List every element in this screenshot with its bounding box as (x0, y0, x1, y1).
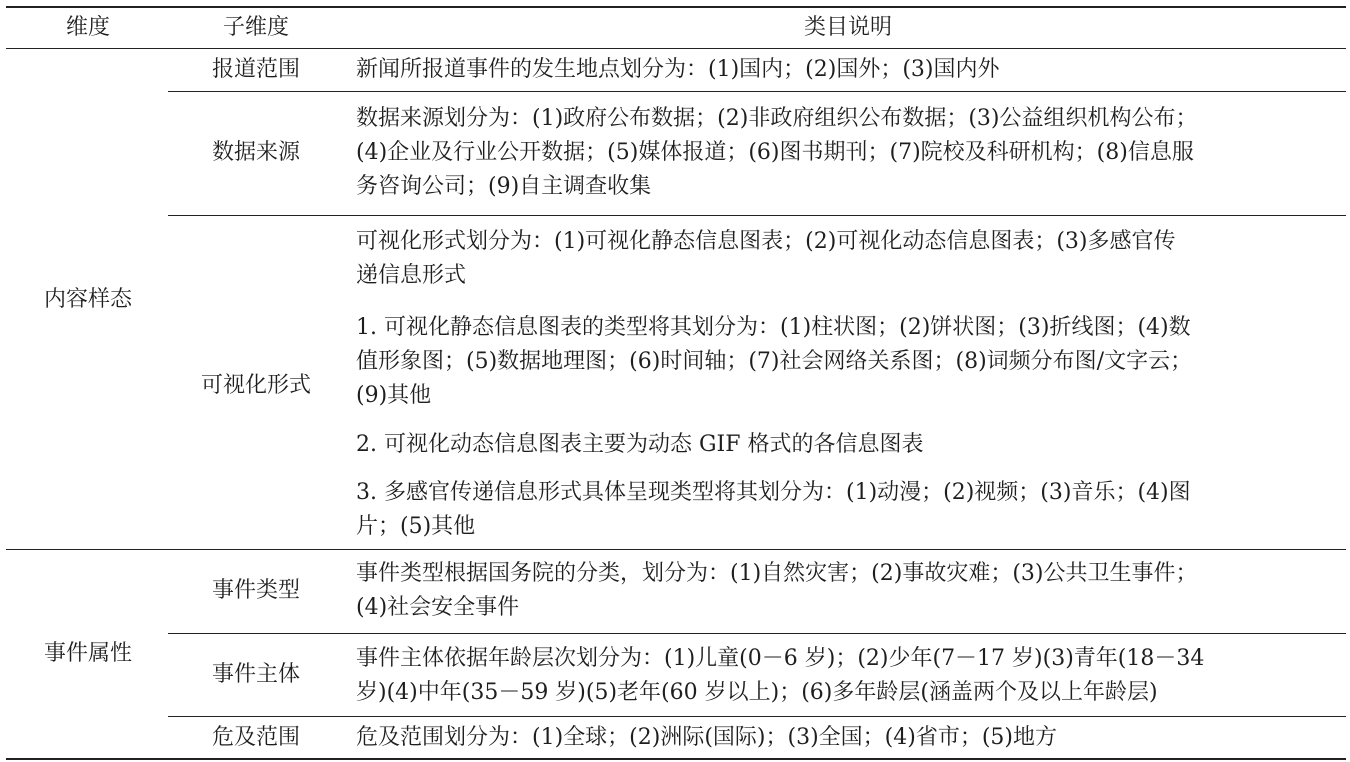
description-line: (4)社会安全事件 (356, 595, 520, 620)
header-subdimension: 子维度 (222, 15, 290, 40)
description-line: (4)企业及行业公开数据；(5)媒体报道；(6)图书期刊；(7)院校及科研机构；(8)信息服 (356, 140, 1194, 165)
description-line: 危及范围划分为：(1)全球；(2)洲际(国际)；(3)全国；(4)省市；(5)地方 (356, 725, 1057, 750)
description-cell (356, 476, 1346, 544)
row-divider (168, 633, 1346, 634)
description-cell (356, 102, 1346, 204)
description-cell (356, 428, 1346, 462)
description-line: 值形象图；(5)数据地理图；(6)时间轴；(7)社会网络关系图；(8)词频分布图/文字云； (356, 349, 1193, 374)
description-line: 3. 多感官传递信息形式具体呈现类型将其划分为：(1)动漫；(2)视频；(3)音乐；(4)图 (356, 480, 1191, 505)
subdimension-label: 事件类型 (211, 578, 301, 603)
description-line: 务咨询公司；(9)自主调查收集 (356, 174, 652, 199)
description-cell (356, 642, 1346, 710)
bottom-rule (6, 758, 1346, 760)
description-line: 岁)(4)中年(35－59 岁)(5)老年(60 岁以上)；(6)多年龄层(涵盖两个及以上年龄层) (356, 680, 1158, 705)
description-line: 数据来源划分为：(1)政府公布数据；(2)非政府组织公布数据；(3)公益组织机构公布； (356, 106, 1198, 131)
description-line: 可视化形式划分为：(1)可视化静态信息图表；(2)可视化动态信息图表；(3)多感官传 (356, 229, 1176, 254)
description-line: 2. 可视化动态信息图表主要为动态 GIF 格式的各信息图表 (356, 432, 924, 457)
description-line: (9)其他 (356, 383, 432, 408)
subdimension-label: 报道范围 (211, 57, 301, 82)
row-divider (168, 716, 1346, 717)
dimension-label: 事件属性 (43, 641, 133, 666)
dimension-label: 内容样态 (43, 287, 133, 312)
description-line: 1. 可视化静态信息图表的类型将其划分为：(1)柱状图；(2)饼状图；(3)折线图；(4)数 (356, 315, 1191, 340)
subdimension-label: 事件主体 (211, 662, 301, 687)
row-divider (168, 215, 1346, 216)
description-cell (356, 721, 1346, 755)
description-line: 递信息形式 (356, 263, 467, 288)
top-rule (6, 6, 1346, 8)
row-divider (168, 91, 1346, 92)
header-dimension: 维度 (65, 15, 111, 40)
subdimension-label: 可视化形式 (200, 373, 312, 398)
header-rule (6, 48, 1346, 49)
description-line: 新闻所报道事件的发生地点划分为：(1)国内；(2)国外；(3)国内外 (356, 57, 1000, 82)
description-cell (356, 311, 1346, 413)
header-description: 类目说明 (803, 15, 893, 40)
description-line: 片；(5)其他 (356, 514, 476, 539)
group-divider (6, 549, 1346, 550)
description-cell (356, 557, 1346, 625)
subdimension-label: 数据来源 (211, 140, 301, 165)
subdimension-label: 危及范围 (211, 725, 301, 750)
description-line: 事件类型根据国务院的分类，划分为：(1)自然灾害；(2)事故灾难；(3)公共卫生事件； (356, 561, 1198, 586)
description-cell (356, 225, 1346, 293)
description-line: 事件主体依据年龄层次划分为：(1)儿童(0－6 岁)；(2)少年(7－17 岁)(3)青年(18－34 (356, 646, 1205, 671)
description-cell (356, 53, 1346, 87)
